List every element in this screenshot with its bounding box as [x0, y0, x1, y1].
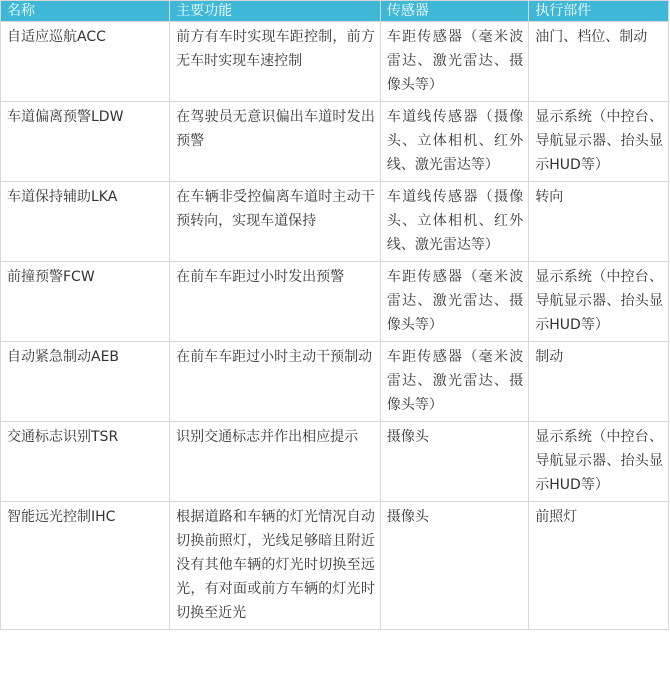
cell-sensor: 车道线传感器（摄像头、立体相机、红外线、激光雷达等） [380, 102, 528, 182]
table-row [1, 342, 669, 422]
cell-sensor: 车道线传感器（摄像头、立体相机、红外线、激光雷达等） [380, 182, 528, 262]
cell-actuator: 转向 [529, 182, 669, 262]
cell-name: 智能远光控制IHC [1, 502, 170, 630]
cell-actuator: 显示系统（中控台、导航显示器、抬头显示HUD等） [529, 262, 669, 342]
cell-actuator: 油门、档位、制动 [529, 22, 669, 102]
cell-sensor: 车距传感器（毫米波雷达、激光雷达、摄像头等） [380, 262, 528, 342]
cell-function: 在车辆非受控偏离车道时主动干预转向，实现车道保持 [170, 182, 381, 262]
table-row [1, 102, 669, 182]
table-row [1, 182, 669, 262]
cell-name: 前撞预警FCW [1, 262, 170, 342]
cell-actuator: 前照灯 [529, 502, 669, 630]
header-function: 主要功能 [170, 1, 381, 22]
table-row [1, 262, 669, 342]
cell-sensor: 车距传感器（毫米波雷达、激光雷达、摄像头等） [380, 22, 528, 102]
cell-function: 在前车车距过小时发出预警 [170, 262, 381, 342]
cell-actuator: 显示系统（中控台、导航显示器、抬头显示HUD等） [529, 422, 669, 502]
cell-sensor: 车距传感器（毫米波雷达、激光雷达、摄像头等） [380, 342, 528, 422]
cell-function: 在驾驶员无意识偏出车道时发出预警 [170, 102, 381, 182]
cell-function: 在前车车距过小时主动干预制动 [170, 342, 381, 422]
cell-name: 车道保持辅助LKA [1, 182, 170, 262]
table-header-row [1, 1, 669, 22]
cell-function: 前方有车时实现车距控制，前方无车时实现车速控制 [170, 22, 381, 102]
cell-sensor: 摄像头 [380, 422, 528, 502]
table-row [1, 502, 669, 630]
cell-function: 根据道路和车辆的灯光情况自动切换前照灯，光线足够暗且附近没有其他车辆的灯光时切换至远光，有对面或前方车辆的灯光时切换至近光 [170, 502, 381, 630]
cell-sensor: 摄像头 [380, 502, 528, 630]
cell-name: 交通标志识别TSR [1, 422, 170, 502]
header-actuator: 执行部件 [529, 1, 669, 22]
cell-actuator: 制动 [529, 342, 669, 422]
table-row [1, 422, 669, 502]
cell-function: 识别交通标志并作出相应提示 [170, 422, 381, 502]
cell-name: 车道偏离预警LDW [1, 102, 170, 182]
header-sensor: 传感器 [380, 1, 528, 22]
header-name: 名称 [1, 1, 170, 22]
table-row [1, 22, 669, 102]
cell-actuator: 显示系统（中控台、导航显示器、抬头显示HUD等） [529, 102, 669, 182]
cell-name: 自动紧急制动AEB [1, 342, 170, 422]
cell-name: 自适应巡航ACC [1, 22, 170, 102]
